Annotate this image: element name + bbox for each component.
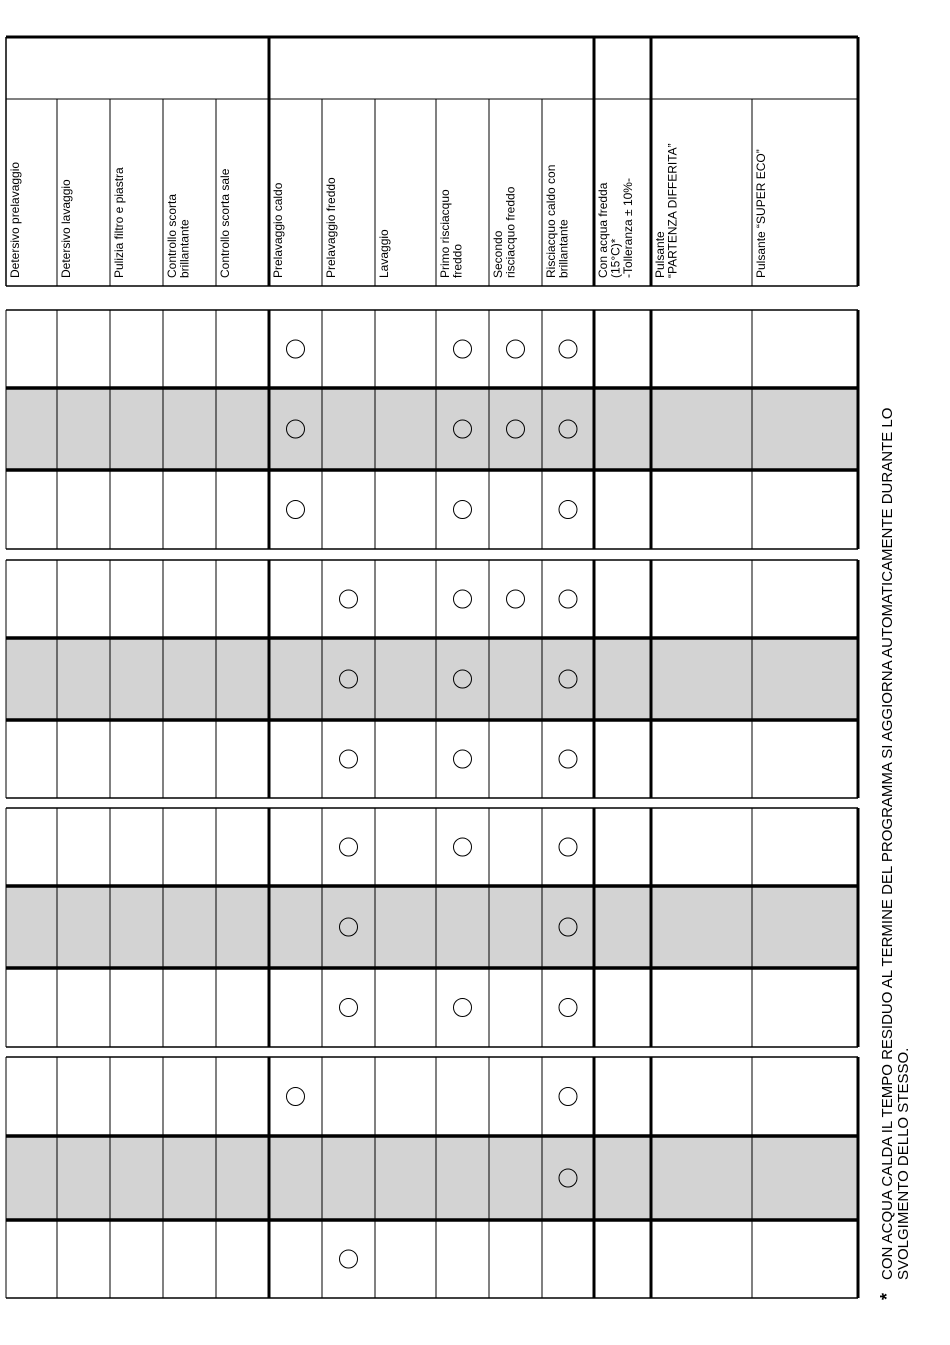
step-mark-primo_risciacquo bbox=[454, 501, 472, 519]
step-mark-prelavaggio_freddo bbox=[340, 999, 358, 1017]
footnote-asterisk: * bbox=[877, 1292, 897, 1300]
step-mark-prelavaggio_freddo bbox=[340, 750, 358, 768]
step-mark-primo_risciacquo bbox=[454, 999, 472, 1017]
step-mark-primo_risciacquo bbox=[454, 590, 472, 608]
step-mark-risciacquo_caldo bbox=[559, 838, 577, 856]
column-header-secondo_risciacquo: Secondorisciacquo freddo bbox=[491, 186, 518, 278]
step-mark-risciacquo_caldo bbox=[559, 501, 577, 519]
step-mark-risciacquo_caldo bbox=[559, 340, 577, 358]
circle-marks bbox=[287, 340, 578, 1268]
step-mark-primo_risciacquo bbox=[454, 340, 472, 358]
step-mark-prelavaggio_freddo bbox=[340, 590, 358, 608]
column-header-controllo_brillantante: Controllo scortabrillantante bbox=[165, 193, 192, 278]
column-header-risciacquo_caldo: Risciacquo caldo conbrillantante bbox=[544, 164, 571, 278]
column-header-super_eco: Pulsante “SUPER ECO” bbox=[754, 149, 768, 278]
column-header-primo_risciacquo: Primo risciacquofreddo bbox=[438, 189, 465, 278]
shaded-row bbox=[6, 388, 858, 470]
column-header-prelavaggio_caldo: Prelavaggio caldo bbox=[271, 182, 285, 278]
step-mark-prelavaggio_caldo bbox=[287, 340, 305, 358]
column-header-acqua_fredda: Con acqua fredda(15°C)*-Tolleranza ± 10%- bbox=[596, 178, 635, 278]
row-shading bbox=[6, 388, 858, 1220]
footnote-line-1: CON ACQUA CALDA IL TEMPO RESIDUO AL TERMINE DEL PROGRAMMA SI AGGIORNA AUTOMATICAMENTE DURANTE LO bbox=[879, 407, 896, 1280]
column-header-detersivo_prelavaggio: Detersivo prelavaggio bbox=[8, 161, 22, 278]
column-header-detersivo_lavaggio: Detersivo lavaggio bbox=[59, 179, 73, 278]
step-mark-risciacquo_caldo bbox=[559, 1088, 577, 1106]
step-mark-prelavaggio_freddo bbox=[340, 838, 358, 856]
step-mark-secondo_risciacquo bbox=[507, 590, 525, 608]
step-mark-primo_risciacquo bbox=[454, 838, 472, 856]
column-header-prelavaggio_freddo: Prelavaggio freddo bbox=[324, 177, 338, 278]
step-mark-risciacquo_caldo bbox=[559, 999, 577, 1017]
step-mark-prelavaggio_freddo bbox=[340, 1250, 358, 1268]
footnote-line-2: SVOLGIMENTO DELLO STESSO. bbox=[895, 1047, 912, 1280]
column-headers bbox=[8, 143, 768, 278]
step-mark-primo_risciacquo bbox=[454, 750, 472, 768]
column-header-controllo_sale: Controllo scorta sale bbox=[218, 168, 232, 278]
step-mark-secondo_risciacquo bbox=[507, 340, 525, 358]
step-mark-risciacquo_caldo bbox=[559, 750, 577, 768]
column-header-lavaggio: Lavaggio bbox=[377, 229, 391, 278]
step-mark-prelavaggio_caldo bbox=[287, 501, 305, 519]
step-mark-prelavaggio_caldo bbox=[287, 1088, 305, 1106]
column-header-pulizia_filtro: Pulizia filtro e piastra bbox=[112, 167, 126, 278]
shaded-row bbox=[6, 638, 858, 720]
shaded-row bbox=[6, 886, 858, 968]
step-mark-risciacquo_caldo bbox=[559, 590, 577, 608]
footnote bbox=[877, 408, 912, 1300]
column-header-partenza_differita: Pulsante“PARTENZA DIFFERITA” bbox=[653, 143, 680, 278]
shaded-row bbox=[6, 1136, 858, 1220]
